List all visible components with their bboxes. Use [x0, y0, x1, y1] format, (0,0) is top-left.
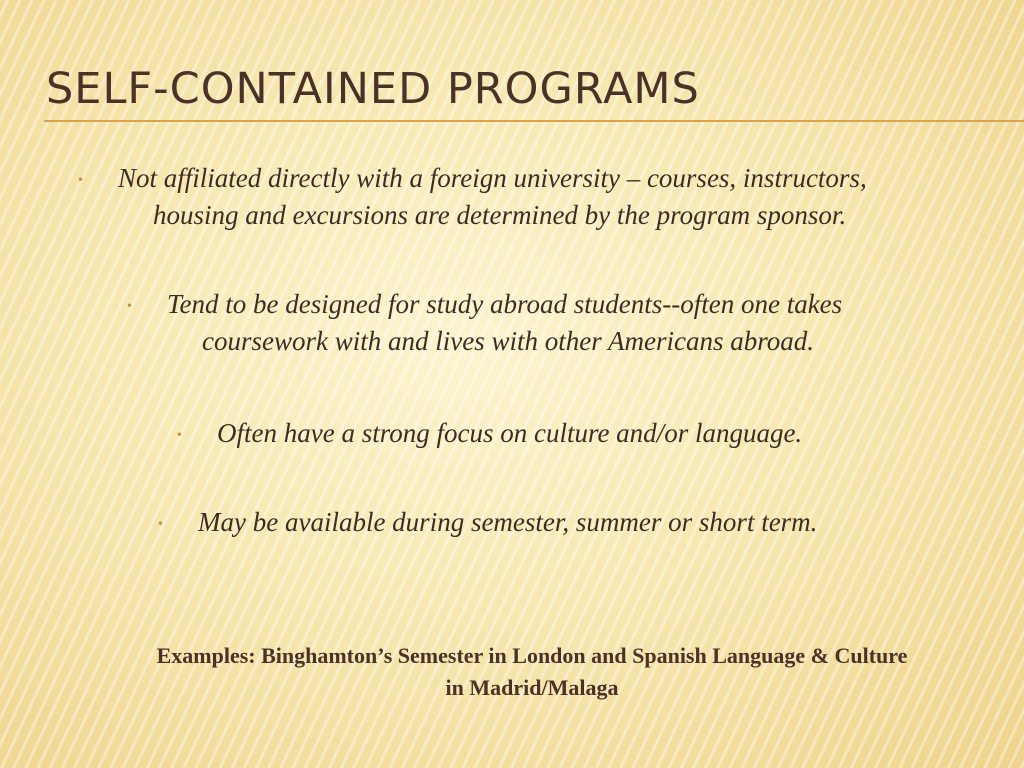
- bullet-item-availability: [158, 504, 978, 541]
- bullet-dot-icon: •: [127, 299, 132, 314]
- examples-line: Examples: Binghamton’s Semester in London and Spanish Language & Culture: [156, 643, 908, 668]
- bullet-item-affiliation: [78, 160, 1018, 234]
- bullet-line: May be available during semester, summer or short term.: [198, 507, 818, 537]
- bullet-line: housing and excursions are determined by the program sponsor.: [153, 200, 847, 230]
- bullet-line: Often have a strong focus on culture and/or language.: [217, 418, 803, 448]
- bullet-line: Not affiliated directly with a foreign university – courses, instructors,: [118, 163, 867, 193]
- examples-line: in Madrid/Malaga: [445, 675, 619, 700]
- slide-title: SELF-CONTAINED PROGRAMS: [46, 64, 700, 114]
- examples-note: [60, 640, 1004, 704]
- bullet-dot-icon: •: [177, 428, 182, 443]
- bullet-dot-icon: •: [78, 173, 83, 188]
- bullet-item-focus: [177, 415, 977, 452]
- bullet-line: Tend to be designed for study abroad students--often one takes: [167, 289, 843, 319]
- bullet-line: coursework with and lives with other Americans abroad.: [202, 326, 814, 356]
- bullet-dot-icon: •: [158, 517, 163, 532]
- bullet-item-design: [127, 286, 987, 360]
